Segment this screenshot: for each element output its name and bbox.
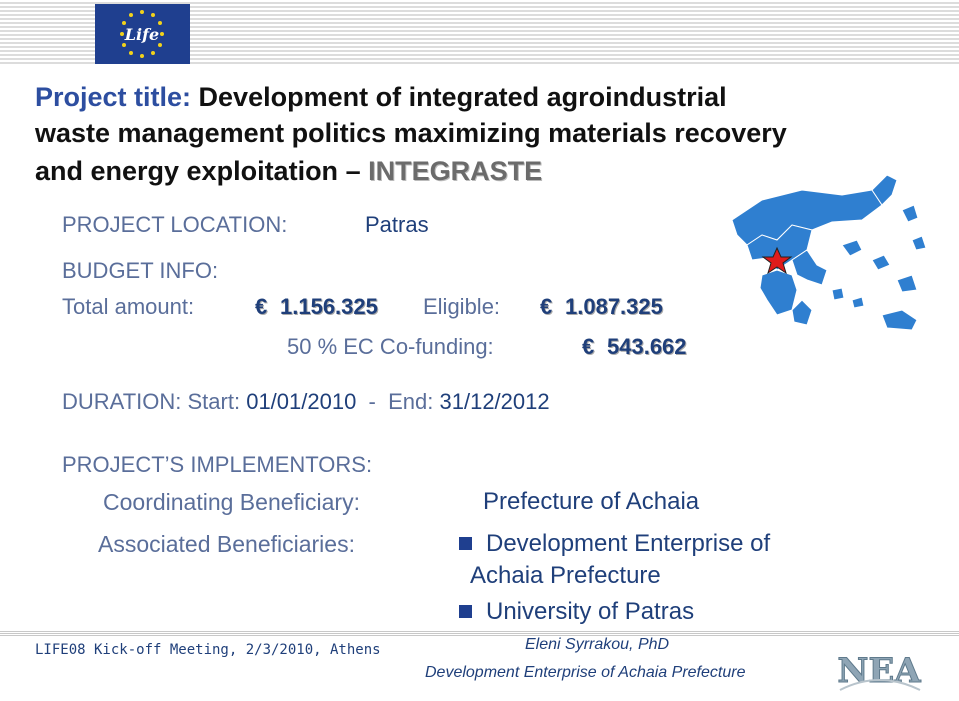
square-bullet-icon [459, 537, 472, 550]
footer-meeting: LIFE08 Kick-off Meeting, 2/3/2010, Athens [35, 642, 381, 658]
end-value: 31/12/2012 [439, 389, 550, 414]
title-label: Project title: [35, 82, 192, 112]
eligible-label: Eligible: [423, 294, 501, 319]
associated-item-2 [459, 598, 694, 626]
title-text-1: Development of integrated agroindustrial [198, 82, 727, 112]
associated-item-1-cont: Achaia Prefecture [470, 562, 661, 589]
cofunding-label: 50 % EC Co-funding: [287, 334, 494, 359]
coordinating-value: Prefecture of Achaia [483, 488, 700, 515]
location-label: PROJECT LOCATION: [62, 212, 288, 237]
project-acronym: INTEGRASTE [368, 156, 543, 186]
total-amount-value: 1.156.325 [280, 294, 378, 319]
footer-organization: Development Enterprise of Achaia Prefecture [425, 664, 746, 681]
start-label: Start: [187, 389, 241, 414]
total-currency: € [255, 294, 268, 319]
footer-stripes [0, 630, 959, 636]
total-amount-label: Total amount: [62, 294, 195, 319]
cofunding-value: 543.662 [607, 334, 687, 359]
associated-item-1 [459, 530, 770, 558]
title-line-3 [35, 156, 542, 187]
duration-label: DURATION: [62, 389, 182, 414]
budget-label: BUDGET INFO: [62, 258, 219, 283]
life-logo-text: Life [124, 25, 160, 44]
duration-separator: - [368, 389, 376, 414]
greece-map-icon [722, 150, 932, 360]
duration-row [62, 389, 550, 415]
associated-label: Associated Beneficiaries: [98, 531, 355, 557]
title-line-1 [35, 82, 727, 113]
title-text-2: waste management politics maximizing materials recovery [35, 118, 787, 148]
end-label: End: [388, 389, 434, 414]
life-logo [95, 4, 190, 64]
associated-item-2-text: University of Patras [486, 598, 695, 625]
title-line-2 [35, 118, 787, 149]
square-bullet-icon [459, 605, 472, 618]
title-text-3: and energy exploitation [35, 156, 339, 186]
coordinating-label: Coordinating Beneficiary: [103, 489, 360, 515]
associated-item-1-text: Development Enterprise of [486, 530, 771, 557]
eligible-currency: € [540, 294, 553, 319]
implementors-label: PROJECT’S IMPLEMENTORS: [62, 452, 373, 477]
nea-logo [832, 640, 927, 696]
nea-logo-text: NEA [837, 651, 921, 691]
start-value: 01/01/2010 [246, 389, 357, 414]
footer-presenter: Eleni Syrrakou, PhD [525, 636, 670, 653]
location-value: Patras [365, 212, 429, 237]
title-dash: – [345, 156, 361, 186]
cofunding-currency: € [582, 334, 595, 359]
eligible-value: 1.087.325 [565, 294, 663, 319]
